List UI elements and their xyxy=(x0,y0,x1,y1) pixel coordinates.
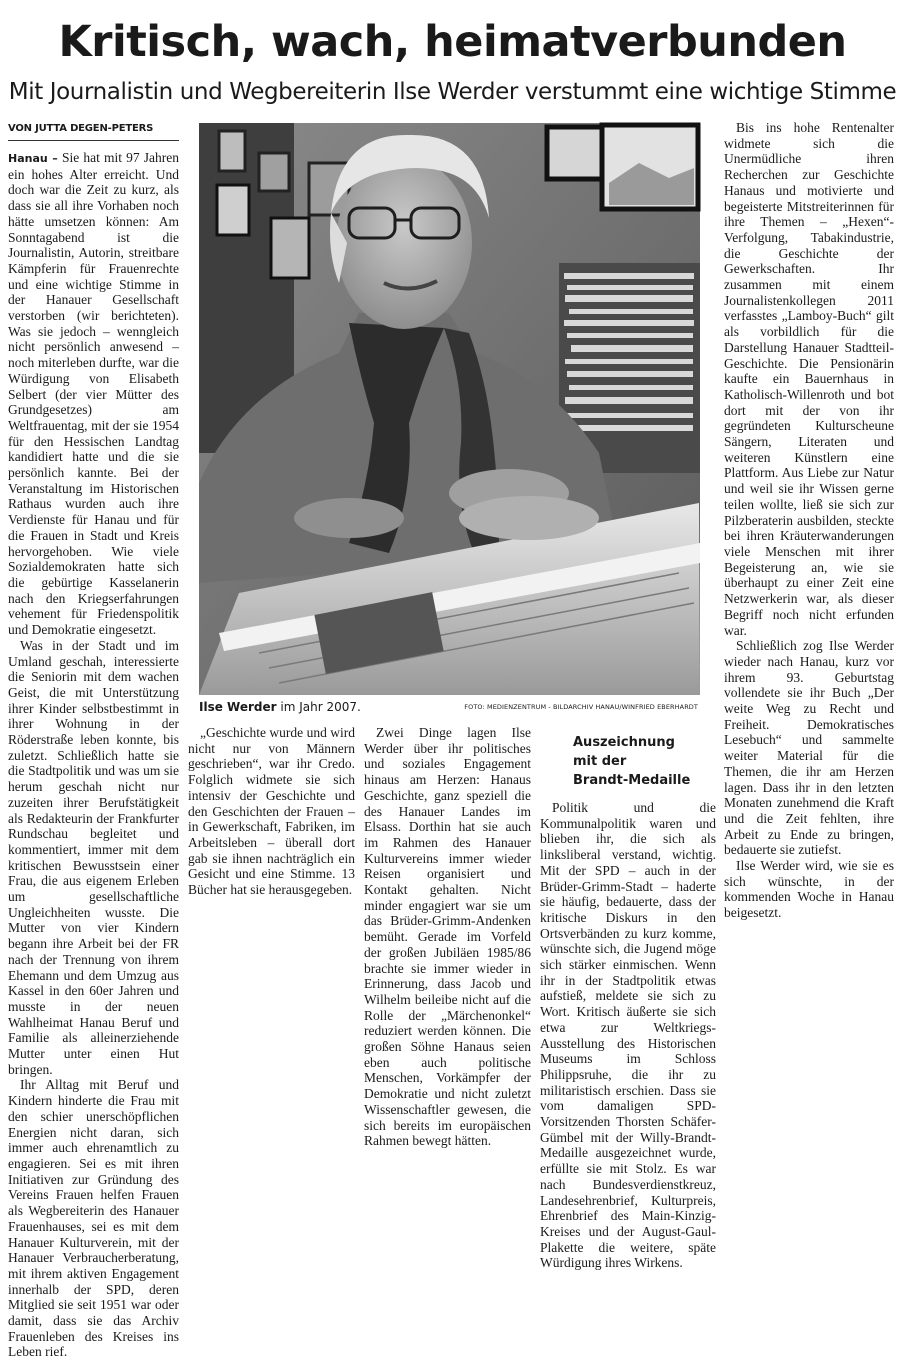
paragraph-9: Ilse Werder wird, wie sie es sich wünschte, in der kommenden Woche in Hanau beigesetzt. xyxy=(724,858,894,921)
paragraph-6: Politik und die Kommunalpolitik waren und blieben ihr, die sich als linksliberal verstand, wichtig. Mit der SPD – auch in der Brüder-Grimm-Stadt – haderte sie häufig, bedauerte, dass der kritische Diskurs in den Ortsverbänden zu kurz komme, wünschte sich, die Jugend möge sich stärker einmischen. Wenn ihr in der Stadtpolitik etwas aufstieß, meldete sie sich zu Wort. Kritisch äußerte sie sich etwa zur Weltkriegs-Ausstellung des Historischen Museums im Schloss Philippsruhe, die ihr zu militaristisch erschien. Dass sie vom damaligen SPD-Vorsitzenden Thorsten Schäfer-Gümbel mit der Willy-Brandt-Medaille ausgezeichnet wurde, erfüllte sie mit Stolz. Es war nach Bundesverdienstkreuz, Landesehrenbrief, Kulturpreis, Ehrenbrief des Main-Kinzig-Kreises und der August-Gaul-Plakette die weitere, späte Würdigung ihres Wirkens. xyxy=(540,800,716,1271)
dateline: Hanau – xyxy=(8,152,58,165)
article-column-5 xyxy=(724,120,894,1085)
article-column-1 xyxy=(8,150,179,1360)
byline-rule xyxy=(8,140,179,141)
author-byline: VON JUTTA DEGEN-PETERS xyxy=(8,123,154,134)
paragraph-3: Ihr Alltag mit Beruf und Kindern hinderte die Frau mit den schier unerschöpflichen Energien nicht daran, sich immer auch ehrenamtlich zu engagieren. Sei es mit ihren Initiativen zur Gründung des Vereins Frauen helfen Frauen als Wegbereiterin des Hanauer Frauenhauses, sei es mit dem Hanauer Kulturverein, mit der Hanauer Verbraucherberatung, mit ihrem aktiven Engagement innerhalb der SPD, deren Mitglied sie seit 1951 war oder damit, dass sie das Archiv Frauenleben des Kreises ins Leben rief. xyxy=(8,1077,179,1360)
article-column-2 xyxy=(188,725,355,1085)
paragraph-8: Schließlich zog Ilse Werder wieder nach Hanau, kurz vor ihrem 93. Geburtstag vollendete sie ihr Buch „Der weite Weg zu Recht und Freiheit. Demokratisches Lesebuch“ und sammelte weiter Material für die Themen, die ihr am Herzen lagen. Dass ihr in den letzten Monaten zunehmend die Kraft und die Zeit fehlten, ihre Arbeit zu Ende zu bringen, bedauerte sie zutiefst. xyxy=(724,638,894,858)
subhead-line-2: mit der xyxy=(573,754,627,769)
section-subhead xyxy=(540,725,716,800)
caption-name: Ilse Werder xyxy=(199,700,277,714)
paragraph-5: Zwei Dinge lagen Ilse Werder über ihr politisches und soziales Engagement hinaus am Herzen: Hanaus Geschichte, ganz speziell die des Hanauer Landes im Elsass. Dorthin hat sie auch im Rahmen des Hanauer Kulturvereins immer wieder Reisen organisiert und Kontakt gehalten. Nicht minder engagiert war sie um das Brüder-Grimm-Andenken bemüht. Gerade im Vorfeld der großen Jubiläen 1985/86 brachte sie immer wieder in Erinnerung, dass Jacob und Wilhelm beileibe nicht auf die Rolle der „Märchenonkel“ reduziert werden können. Die großen Söhne Hanaus seien eben auch politische Menschen, Vorkämpfer der Demokratie und nicht zuletzt Wissenschaftler gewesen, die sich bereits im europäischen Rahmen bewegt hätten. xyxy=(364,725,531,1149)
article-column-3 xyxy=(364,725,531,1149)
paragraph-4: „Geschichte wurde und wird nicht nur von Männern geschrieben“, war ihr Credo. Folglich widmete sie sich intensiv der Geschichte und den Geschichten der Frauen – in Gewerkschaft, Fabriken, im Arbeitsleben – überall dort gab sie ihnen nachträglich ein Gesicht und eine Stimme. 13 Bücher hat sie herausgegeben. xyxy=(188,725,355,898)
subheadline: Mit Journalistin und Wegbereiterin Ilse Werder verstummt eine wichtige Stimme xyxy=(8,79,897,105)
portrait-photo xyxy=(199,123,700,695)
paragraph-2: Was in der Stadt und im Umland geschah, interessierte die Seniorin mit dem wachen Geist, die mit Unterstützung ihrer Kinder selbstbestimmt in ihrer Wohnung in der Röderstraße leben konnte, bis zuletzt. Schließlich hatte sie die Stadtpolitik und was um sie herum geschah nicht nur zuzeiten ihrer Berufstätigkeit als Redakteurin der Frankfurter Rundschau begleitet und kommentiert, immer mit dem kritischen Bewusstsein einer Frau, die aus eigenem Erleben um gesellschaftliche Ungleichheiten wusste. Die Mutter von vier Kindern begann ihre Arbeit bei der FR nach der Trennung von ihrem Ehemann und dem Umzug aus Kassel in den 60er Jahren und musste in der neuen Wahlheimat Hanau Beruf und Familie als alleinerziehende Mutter unter einen Hut bringen. xyxy=(8,637,179,1077)
paragraph-1: Sie hat mit 97 Jahren ein hohes Alter erreicht. Und doch war die Zeit zu kurz, als dass sie all ihre Vorhaben noch hätte umsetzen können: Am Sonntagabend ist die Journalistin, Autorin, streitbare Kämpferin für Frauenrechte und eine wichtige Stimme in der Hanauer Gesellschaft verstorben (wir berichteten). Was sie jedoch – wenngleich nicht persönlich anwesend – noch miterleben durfte, war die Würdigung von Elisabeth Selbert (der vier Mütter des Grundgesetzes) am Weltfrauentag, mit der sie 1954 für den Hessischen Landtag kandidiert hatte und die sie persönlich kannte. Bei der Veranstaltung im Historischen Rathaus wurden auch ihre Verdienste für Hanau und für die Frauen in Stadt und Kreis hervorgehoben. Wie viele Sozialdemokraten hatte sich die gebürtige Kasselanerin nach den Kriegserfahrungen vehement für Friedenspolitik und Demokratie eingesetzt. xyxy=(8,150,179,638)
subhead-line-3: Brandt-Medaille xyxy=(573,773,691,788)
paragraph-7: Bis ins hohe Rentenalter widmete sich die Unermüdliche ihren Recherchen zur Geschichte Hanaus und motivierte und begeisterte Mitstreiterinnen für ihre Themen – „Hexen“-Verfolgung, Tabakindustrie, die Geschichte der Gewerkschaften. Ihr zusammen mit einem Journalistenkollegen 2011 verfasstes „Lamboy-Buch“ gilt als vorbildlich für die Darstellung Hanauer Stadtteil-Geschichte. Die Pensionärin kaufte ein Bauernhaus in Katholisch-Willenroth und bot dort mit der von ihr gegründeten Kulturscheune Sängern, Literaten und weiteren Künstlern eine Plattform. Aus Liebe zur Natur und weil sie ihr Wissen gerne teilen wollte, ließ sie sich zur Pilzberaterin ausbilden, steckte bei ihren Kräuterwanderungen viele Menschen mit ihrer Begeisterung an, wie sie überhaupt zu einer Zeit eine Netzwerkerin war, als dieser Begriff noch nicht erfunden war. xyxy=(724,120,894,638)
subhead-line-1: Auszeichnung xyxy=(573,735,675,750)
photo-credit: FOTO: MEDIENZENTRUM - BILDARCHIV HANAU/WINFRIED EBERHARDT xyxy=(464,703,698,711)
photo-caption xyxy=(199,698,700,716)
headline: Kritisch, wach, heimatverbunden xyxy=(58,17,847,67)
article-column-4 xyxy=(540,725,716,1271)
caption-text: im Jahr 2007. xyxy=(276,700,361,714)
